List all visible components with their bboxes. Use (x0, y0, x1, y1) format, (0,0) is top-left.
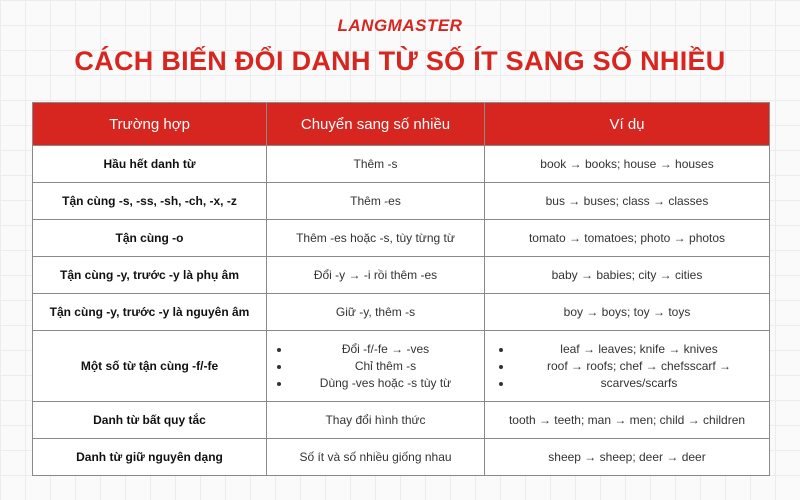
case-cell: Một số từ tận cùng -f/-fe (33, 331, 267, 402)
rule-cell: Thêm -s (267, 146, 485, 183)
table-row (33, 183, 770, 220)
table-row (33, 439, 770, 476)
example-list-item: • leaf → leaves; knife → knives (513, 341, 765, 358)
rule-list-item: • Chỉ thêm -s (291, 358, 480, 375)
brand-logo: LANGMASTER (337, 16, 463, 35)
rule-cell: Thêm -es (267, 183, 485, 220)
case-cell: Danh từ bất quy tắc (33, 402, 267, 439)
rule-list-item: • Đổi -f/-fe → -ves (291, 341, 480, 358)
example-cell: boy → boys; toy → toys (485, 294, 770, 331)
example-cell: sheep → sheep; deer → deer (485, 439, 770, 476)
table-row (33, 146, 770, 183)
case-cell: Tận cùng -y, trước -y là phụ âm (33, 257, 267, 294)
case-cell: Tận cùng -s, -ss, -sh, -ch, -x, -z (33, 183, 267, 220)
header-case: Trường hợp (33, 103, 267, 146)
case-cell: Tận cùng -y, trước -y là nguyên âm (33, 294, 267, 331)
plural-rules-table (32, 102, 770, 476)
table-row (33, 220, 770, 257)
example-list (489, 341, 765, 392)
example-list-item: • roof → roofs; chef → chefsscarf → (513, 358, 765, 375)
header-example: Ví dụ (485, 103, 770, 146)
example-cell (485, 331, 770, 402)
table-row (33, 402, 770, 439)
example-cell: tooth → teeth; man → men; child → children (485, 402, 770, 439)
rule-cell: Giữ -y, thêm -s (267, 294, 485, 331)
page-title: CÁCH BIẾN ĐỔI DANH TỪ SỐ ÍT SANG SỐ NHIỀU (74, 46, 726, 76)
table-row (33, 294, 770, 331)
example-cell: tomato → tomatoes; photo → photos (485, 220, 770, 257)
example-list-item: • scarves/scarfs (513, 375, 765, 392)
case-cell: Danh từ giữ nguyên dạng (33, 439, 267, 476)
example-cell: book → books; house → houses (485, 146, 770, 183)
table-header-row (33, 103, 770, 146)
example-cell: bus → buses; class → classes (485, 183, 770, 220)
rule-list-item: • Dùng -ves hoặc -s tùy từ (291, 375, 480, 392)
rule-cell: Số ít và số nhiều giống nhau (267, 439, 485, 476)
rule-cell: Thay đổi hình thức (267, 402, 485, 439)
table-row (33, 257, 770, 294)
example-cell: baby → babies; city → cities (485, 257, 770, 294)
rule-list (271, 341, 480, 392)
table-row (33, 331, 770, 402)
case-cell: Hầu hết danh từ (33, 146, 267, 183)
header-rule: Chuyển sang số nhiều (267, 103, 485, 146)
rule-cell (267, 331, 485, 402)
rule-cell: Đổi -y → -i rồi thêm -es (267, 257, 485, 294)
case-cell: Tận cùng -o (33, 220, 267, 257)
rule-cell: Thêm -es hoặc -s, tùy từng từ (267, 220, 485, 257)
